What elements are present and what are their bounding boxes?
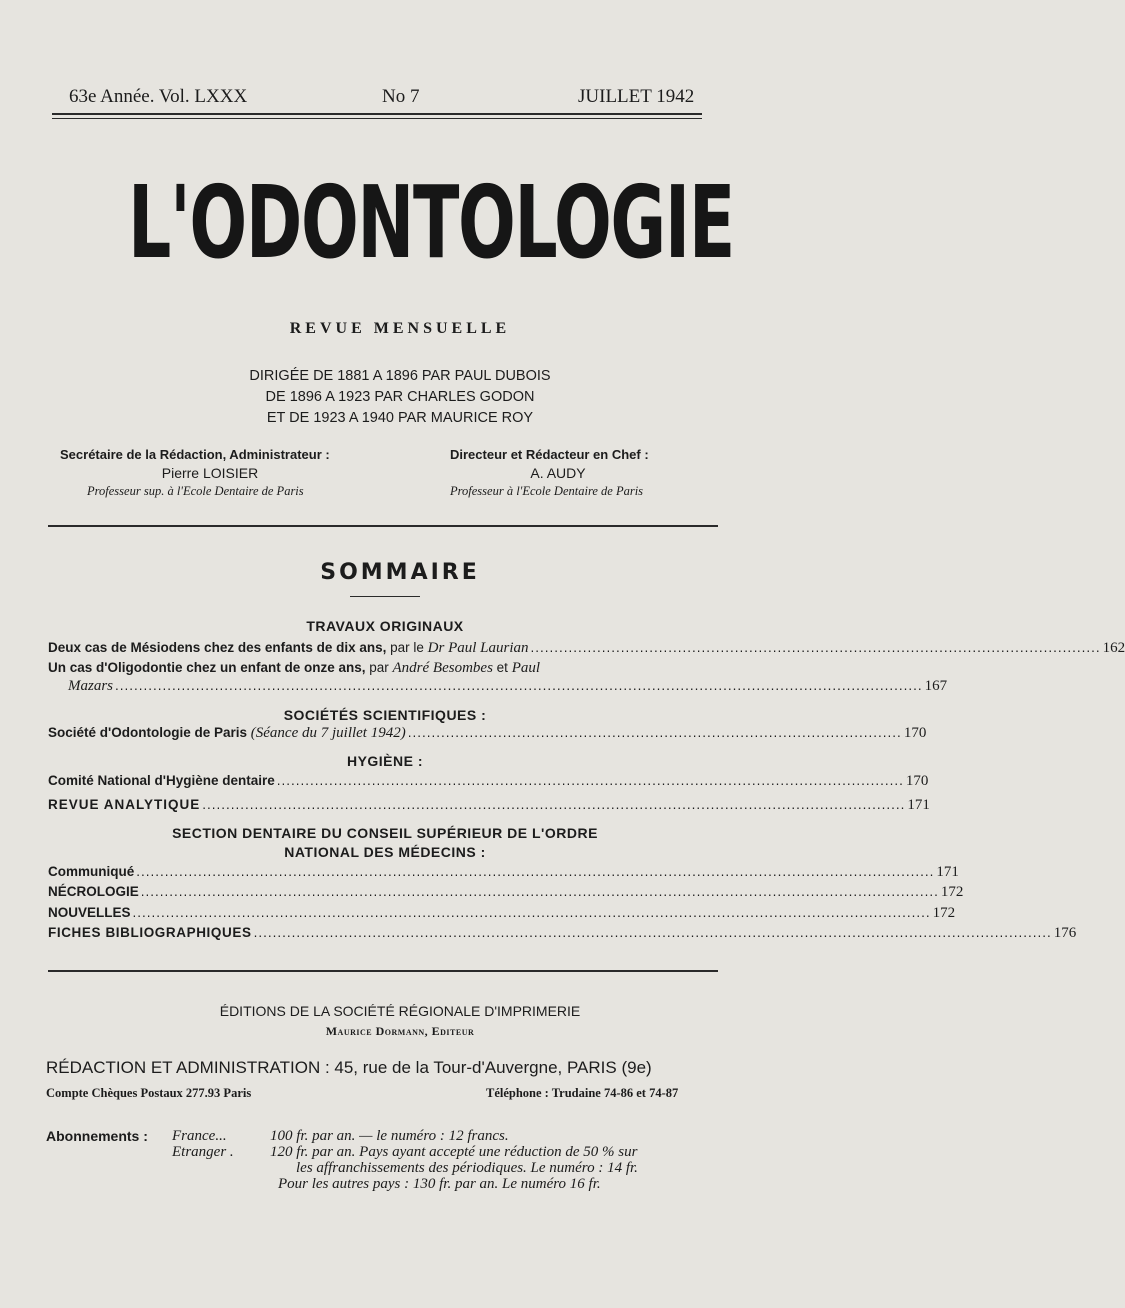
staff-right-role: Directeur et Rédacteur en Chef : (450, 447, 649, 462)
toc-leader: ........................................................................................................................................................................ (253, 925, 1052, 940)
issue-number: No 7 (382, 86, 420, 107)
toc-entry-necrologie (48, 884, 964, 901)
toc-fiches-title: FICHES BIBLIOGRAPHIQUES (48, 925, 252, 940)
staff-right-name: A. AUDY (530, 465, 586, 481)
toc-entry-comite (48, 773, 929, 790)
toc-entry-revue (48, 797, 930, 814)
toc-oligodontie-author-1: André Besombes (392, 660, 493, 676)
toc-necrologie-page: 172 (940, 884, 964, 900)
issue-year-volume: 63e Année. Vol. LXXX (69, 86, 248, 107)
toc-comite-page: 170 (905, 773, 929, 789)
toc-revue-page: 171 (907, 797, 930, 813)
section-travaux: TRAVAUX ORIGINAUX (306, 618, 464, 634)
toc-revue-title: REVUE ANALYTIQUE (48, 797, 201, 812)
issue-date: JUILLET 1942 (578, 86, 695, 107)
toc-mesiodens-author: Dr Paul Laurian (427, 640, 529, 656)
header-rule-thin (52, 118, 702, 119)
sommaire-heading: SOMMAIRE (320, 560, 480, 585)
toc-necrologie-title: NÉCROLOGIE (48, 884, 139, 899)
toc-leader: ........................................................................................................................................................................ (140, 884, 939, 899)
toc-leader: ........................................................................................................ (407, 725, 902, 740)
staff-left-title: Professeur sup. à l'Ecole Dentaire de Paris (87, 484, 304, 498)
toc-oligodontie-page: 167 (924, 678, 948, 694)
telephone: Téléphone : Trudaine 74-86 et 74-87 (486, 1086, 679, 1100)
editor-line: Maurice Dormann, Editeur (325, 1024, 475, 1038)
toc-societe-seance: (Séance du 7 juillet 1942) (250, 725, 406, 741)
toc-communique-title: Communiqué (48, 864, 135, 879)
toc-fiches-page: 176 (1053, 925, 1077, 941)
toc-entry-oligodontie-cont (68, 678, 948, 695)
toc-comite-title: Comité National d'Hygiène dentaire (48, 773, 275, 788)
staff-right-title: Professeur à l'Ecole Dentaire de Paris (450, 484, 644, 498)
staff-left-name: Pierre LOISIER (161, 465, 259, 481)
abo-etranger-text-2: les affranchissements des périodiques. Le numéro : 14 fr. (296, 1160, 638, 1176)
abo-france-label: France... (172, 1128, 227, 1144)
toc-mesiodens-page: 162 (1102, 640, 1125, 656)
toc-leader: ........................................................................................................................ (530, 640, 1101, 655)
redaction-address: RÉDACTION ET ADMINISTRATION : 45, rue de la Tour-d'Auvergne, PARIS (9e) (46, 1058, 652, 1077)
toc-oligodontie-author-2: Paul (511, 660, 541, 676)
toc-leader: ........................................................................................................................................................................ (136, 864, 935, 879)
abo-autres-pays: Pour les autres pays : 130 fr. par an. Le numéro 16 fr. (278, 1176, 601, 1192)
toc-entry-fiches (48, 925, 1077, 942)
sommaire-bottom-rule (48, 970, 718, 972)
header-rule (52, 113, 702, 115)
toc-societe-page: 170 (903, 725, 927, 741)
toc-mesiodens-title: Deux cas de Mésiodens chez des enfants de dix ans, (48, 640, 387, 655)
abo-france-text: 100 fr. par an. — le numéro : 12 francs. (270, 1128, 509, 1144)
section-hygiene: HYGIÈNE : (346, 753, 424, 769)
toc-leader: ........................................................................................................................................................................ (132, 905, 931, 920)
abonnements-label: Abonnements : (46, 1128, 148, 1144)
toc-oligodontie-author-2b: Mazars (68, 678, 114, 694)
abo-etranger-text: 120 fr. par an. Pays ayant accepté une réduction de 50 % sur (270, 1144, 638, 1160)
journal-title: L'ODONTOLOGIE (128, 164, 734, 281)
journal-subtitle: REVUE MENSUELLE (289, 320, 511, 337)
toc-entry-societe (48, 725, 927, 742)
section-dentaire-2: NATIONAL DES MÉDECINS : (284, 844, 486, 860)
toc-communique-page: 171 (936, 864, 959, 880)
section-societes: SOCIÉTÉS SCIENTIFIQUES : (283, 707, 487, 723)
toc-mesiodens-par: par le (386, 640, 428, 655)
toc-leader: .......................................................................................................................................................................... (115, 678, 923, 693)
toc-oligodontie-title: Un cas d'Oligodontie chez un enfant de onze ans, (48, 660, 366, 675)
staff-rule (48, 525, 718, 527)
abo-etranger-label: Etranger . (172, 1144, 234, 1160)
toc-oligodontie-et: et (492, 660, 512, 675)
toc-leader: .................................................................................................................................................... (202, 797, 906, 812)
history-line-3: ET DE 1923 A 1940 PAR MAURICE ROY (266, 410, 534, 426)
section-dentaire-1: SECTION DENTAIRE DU CONSEIL SUPÉRIEUR DE L'ORDRE (172, 825, 598, 841)
toc-leader: .................................................................................................................................... (276, 773, 904, 788)
toc-oligodontie-par: par (365, 660, 393, 675)
publisher-line: ÉDITIONS DE LA SOCIÉTÉ RÉGIONALE D'IMPRIMERIE (219, 1003, 581, 1019)
history-line-2: DE 1896 A 1923 PAR CHARLES GODON (265, 389, 535, 405)
sommaire-underline (350, 596, 420, 597)
postal-account: Compte Chèques Postaux 277.93 Paris (46, 1086, 252, 1100)
toc-entry-mesiodens (48, 640, 1125, 657)
toc-societe-title: Société d'Odontologie de Paris (48, 725, 247, 740)
toc-nouvelles-title: NOUVELLES (48, 905, 131, 920)
toc-entry-communique (48, 864, 959, 881)
toc-entry-oligodontie (48, 660, 718, 677)
staff-left-role: Secrétaire de la Rédaction, Administrateur : (60, 447, 330, 462)
toc-entry-nouvelles (48, 905, 956, 922)
toc-nouvelles-page: 172 (932, 905, 956, 921)
history-line-1: DIRIGÉE DE 1881 A 1896 PAR PAUL DUBOIS (249, 368, 551, 384)
